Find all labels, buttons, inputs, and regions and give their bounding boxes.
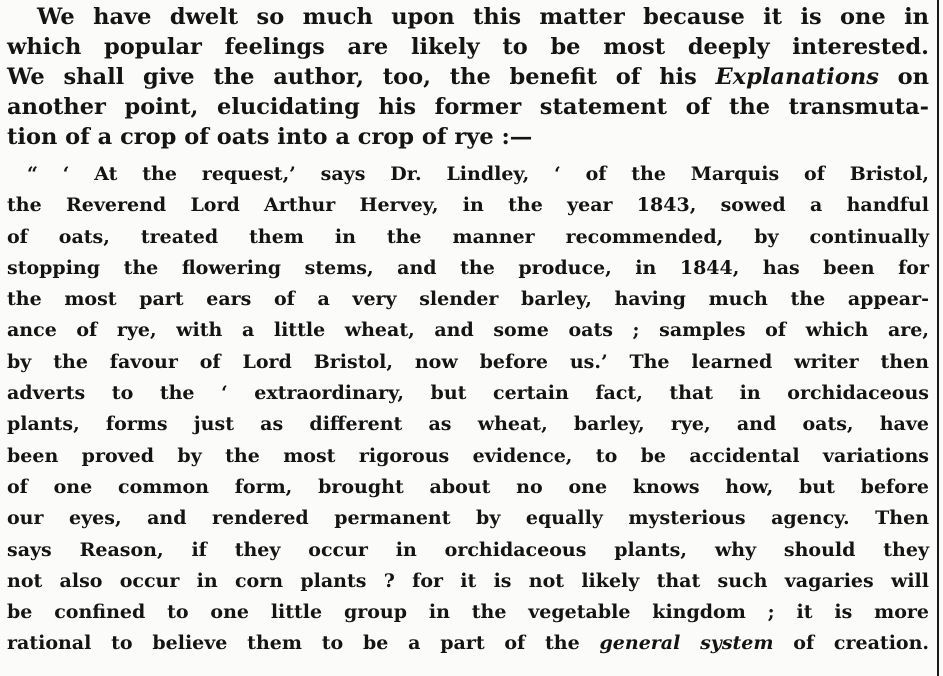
- text-line: stopping the flowering stems, and the produce, in 1844, has been for: [7, 256, 929, 279]
- article-column: [7, 0, 929, 660]
- text-segment: on: [878, 64, 929, 90]
- text-line: tion of a crop of oats into a crop of rye :—: [7, 124, 533, 150]
- paragraph-quotation: [7, 159, 929, 660]
- text-line: the most part ears of a very slender barley, having much the appear-: [7, 288, 929, 311]
- text-line: [7, 62, 929, 92]
- text-line: not also occur in corn plants ? for it is not likely that such vagaries will: [7, 569, 929, 592]
- column-rule: [937, 0, 939, 676]
- text-line: the Reverend Lord Arthur Hervey, in the year 1843, sowed a handful: [7, 194, 929, 217]
- text-line: of one common form, brought about no one knows how, but before: [7, 475, 929, 498]
- text-line: been proved by the most rigorous evidence, to be accidental variations: [7, 444, 929, 467]
- text-line: says Reason, if they occur in orchidaceous plants, why should they: [7, 538, 929, 561]
- text-segment: We shall give the author, too, the benefit of his: [7, 64, 716, 90]
- text-line: plants, forms just as different as wheat, barley, rye, and oats, have: [7, 413, 929, 436]
- text-line: our eyes, and rendered permanent by equally mysterious agency. Then: [7, 507, 929, 530]
- text-segment: of creation.: [773, 632, 930, 655]
- text-line: “ ‘ At the request,’ says Dr. Lindley, ‘ of the Marquis of Bristol,: [27, 163, 929, 185]
- text-line: be confined to one little group in the vegetable kingdom ; it is more: [7, 601, 929, 624]
- text-line: by the favour of Lord Bristol, now before us.’ The learned writer then: [7, 350, 929, 373]
- text-line: ance of rye, with a little wheat, and some oats ; samples of which are,: [7, 319, 929, 342]
- text-line: adverts to the ‘ extraordinary, but certain fact, that in orchidaceous: [7, 382, 929, 405]
- text-line: [7, 628, 929, 659]
- italic-phrase: general system: [599, 632, 774, 655]
- text-line: We have dwelt so much upon this matter because it is one in: [37, 4, 929, 30]
- text-line: which popular feelings are likely to be most deeply interested.: [7, 34, 929, 60]
- text-line: another point, elucidating his former statement of the transmuta-: [7, 94, 929, 120]
- paragraph-intro: [7, 0, 929, 152]
- text-segment: rational to believe them to be a part of the: [7, 632, 600, 655]
- italic-title: Explanations: [715, 64, 879, 90]
- text-line: of oats, treated them in the manner recommended, by continually: [7, 225, 929, 248]
